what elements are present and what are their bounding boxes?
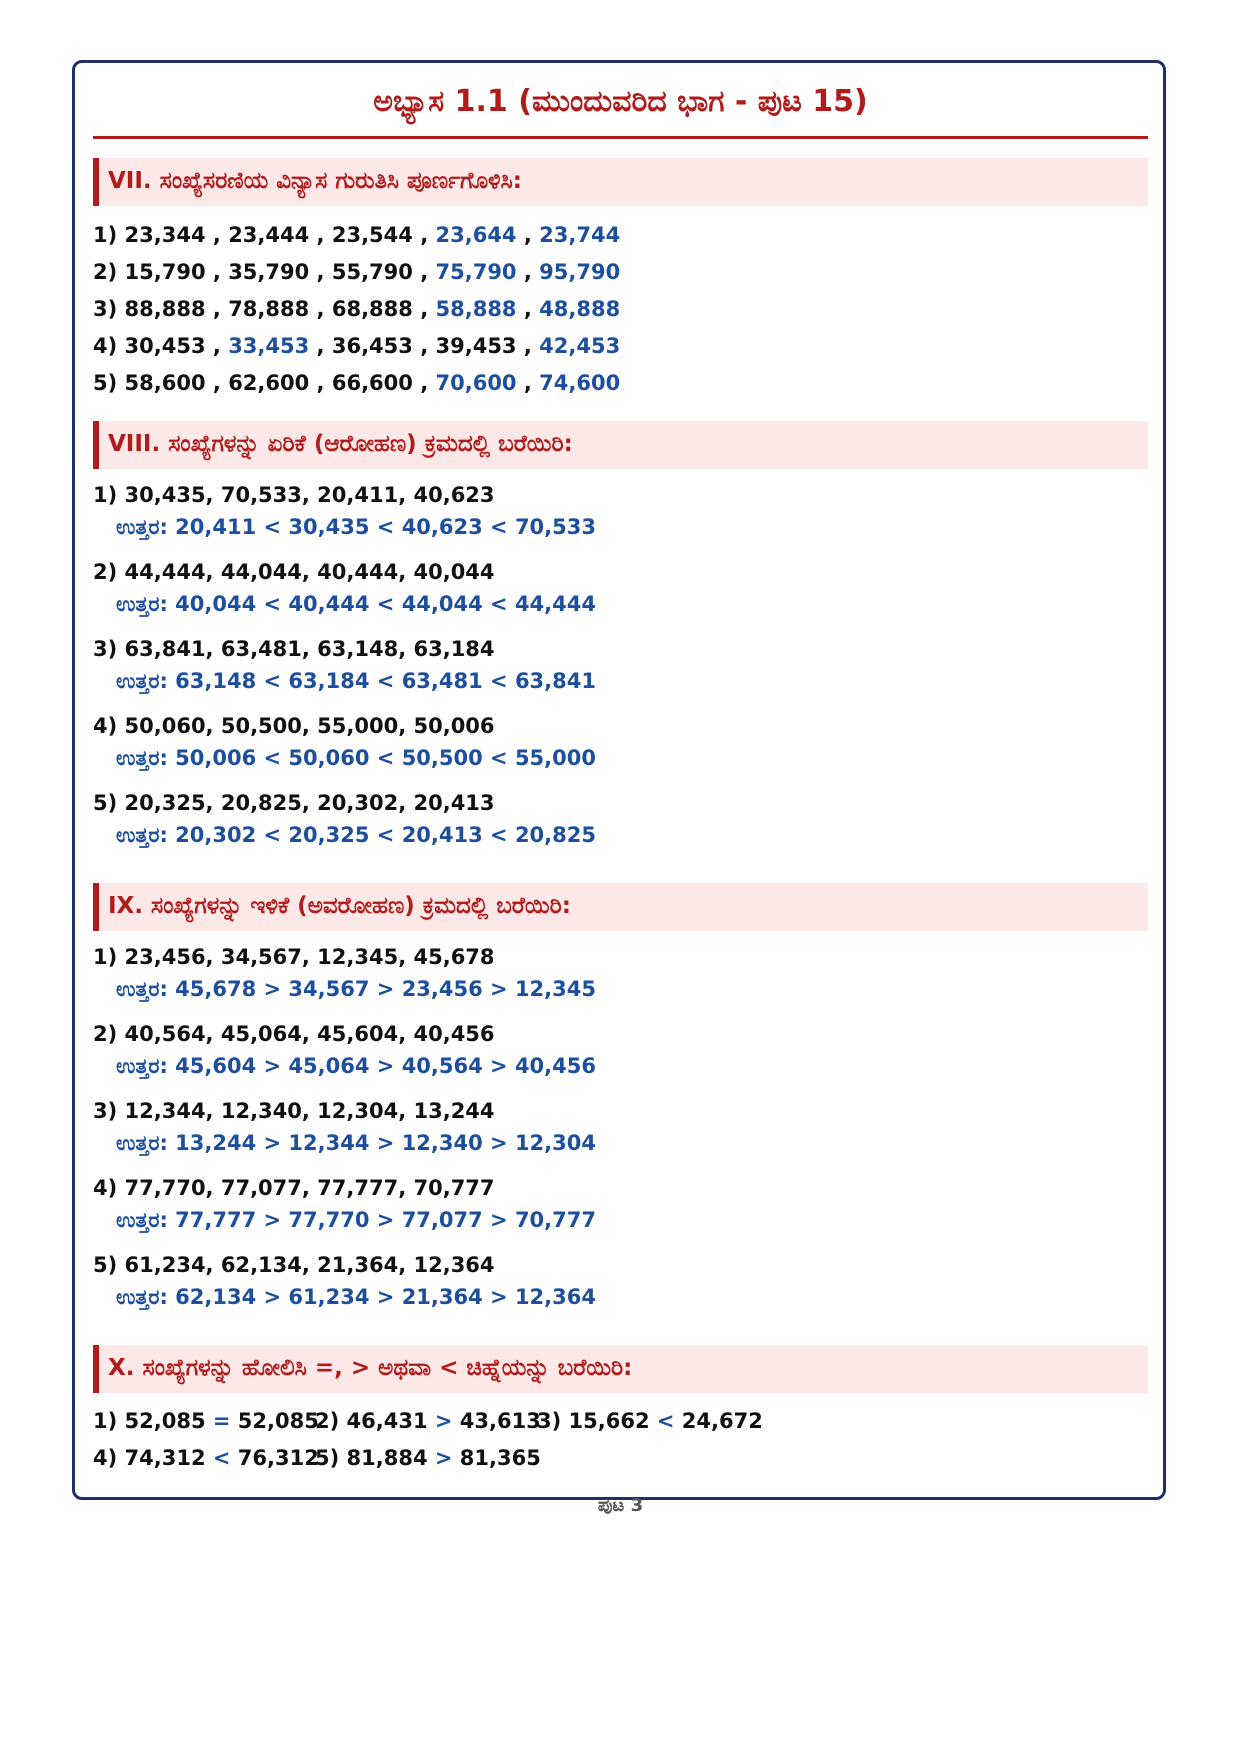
given-term: 36,453 [331, 334, 413, 358]
question-text: 1) 30,435, 70,533, 20,411, 40,623 [93, 483, 495, 507]
compare-row [93, 1403, 1148, 1440]
pattern-row: 5) 58,600 , 62,600 , 66,600 , 70,600 , 74,600 [93, 371, 621, 395]
section-9-list [93, 941, 1148, 1326]
list-item [93, 1018, 1148, 1095]
answer-term: 42,453 [539, 334, 621, 358]
answer-text: ಉತ್ತರ: 62,134 > 61,234 > 21,364 > 12,364 [116, 1285, 596, 1309]
question-text: 4) 77,770, 77,077, 77,777, 70,777 [93, 1176, 495, 1200]
section-9-heading: IX. ಸಂಖ್ಯೆಗಳನ್ನು ಇಳಿಕೆ (ಅವರೋಹಣ) ಕ್ರಮದಲ್ಲಿ ಬರೆಯಿರಿ: [93, 883, 1148, 931]
compare-item [93, 1440, 319, 1477]
compare-right: 76,312 [237, 1446, 319, 1470]
list-item [93, 941, 1148, 1018]
question-text: 5) 61,234, 62,134, 21,364, 12,364 [93, 1253, 495, 1277]
answer-term: 48,888 [539, 297, 621, 321]
list-item [93, 1249, 1148, 1326]
given-term: 66,600 [331, 371, 413, 395]
answer-term: 58,888 [435, 297, 517, 321]
list-item [93, 1095, 1148, 1172]
given-term: 15,790 [124, 260, 206, 284]
answer-term: 33,453 [228, 334, 310, 358]
item-number: 1) [93, 223, 125, 247]
answer-term: 23,644 [435, 223, 517, 247]
compare-item [537, 1403, 763, 1440]
section-7-heading: VII. ಸಂಖ್ಯೆಸರಣಿಯ ವಿನ್ಯಾಸ ಗುರುತಿಸಿ ಪೂರ್ಣಗೊಳಿಸಿ: [93, 158, 1148, 206]
given-term: 23,344 [124, 223, 206, 247]
compare-sign: < [656, 1409, 675, 1433]
answer-text: ಉತ್ತರ: 13,244 > 12,344 > 12,340 > 12,304 [116, 1131, 596, 1155]
compare-left: 3) 15,662 [537, 1409, 650, 1433]
question-text: 3) 63,841, 63,481, 63,148, 63,184 [93, 637, 495, 661]
list-item [93, 710, 1148, 787]
answer-text: ಉತ್ತರ: 40,044 < 40,444 < 44,044 < 44,444 [116, 592, 596, 616]
section-8-heading: VIII. ಸಂಖ್ಯೆಗಳನ್ನು ಏರಿಕೆ (ಆರೋಹಣ) ಕ್ರಮದಲ್ಲಿ ಬರೆಯಿರಿ: [93, 421, 1148, 469]
answer-term: 95,790 [539, 260, 621, 284]
answer-text: ಉತ್ತರ: 20,411 < 30,435 < 40,623 < 70,533 [116, 515, 596, 539]
compare-row [93, 1440, 1148, 1477]
compare-item [315, 1440, 541, 1477]
compare-right: 24,672 [681, 1409, 763, 1433]
given-term: 35,790 [228, 260, 310, 284]
list-item [93, 1172, 1148, 1249]
answer-term: 74,600 [539, 371, 621, 395]
compare-left: 4) 74,312 [93, 1446, 206, 1470]
worksheet [93, 60, 1148, 1516]
given-term: 55,790 [331, 260, 413, 284]
compare-sign: < [212, 1446, 231, 1470]
question-text: 3) 12,344, 12,340, 12,304, 13,244 [93, 1099, 495, 1123]
compare-sign: > [434, 1446, 453, 1470]
answer-text: ಉತ್ತರ: 45,604 > 45,064 > 40,564 > 40,456 [116, 1054, 596, 1078]
compare-left: 2) 46,431 [315, 1409, 428, 1433]
compare-sign: > [434, 1409, 453, 1433]
given-term: 88,888 [124, 297, 206, 321]
pattern-row: 1) 23,344 , 23,444 , 23,544 , 23,644 , 23,744 [93, 223, 621, 247]
given-term: 23,544 [331, 223, 413, 247]
pattern-row: 3) 88,888 , 78,888 , 68,888 , 58,888 , 48,888 [93, 297, 621, 321]
item-number: 4) [93, 334, 125, 358]
list-item [93, 479, 1148, 556]
given-term: 62,600 [228, 371, 310, 395]
question-text: 4) 50,060, 50,500, 55,000, 50,006 [93, 714, 495, 738]
item-number: 2) [93, 260, 125, 284]
title-divider [93, 136, 1148, 139]
compare-item [93, 1403, 319, 1440]
answer-text: ಉತ್ತರ: 77,777 > 77,770 > 77,077 > 70,777 [116, 1208, 596, 1232]
compare-left: 1) 52,085 [93, 1409, 206, 1433]
given-term: 30,453 [124, 334, 206, 358]
question-text: 2) 40,564, 45,064, 45,604, 40,456 [93, 1022, 495, 1046]
compare-right: 43,613 [459, 1409, 541, 1433]
given-term: 58,600 [124, 371, 206, 395]
section-7-list [93, 217, 1148, 402]
compare-item [315, 1403, 541, 1440]
list-item [93, 633, 1148, 710]
answer-text: ಉತ್ತರ: 50,006 < 50,060 < 50,500 < 55,000 [116, 746, 596, 770]
given-term: 68,888 [331, 297, 413, 321]
page-number: ಪುಟ 3 [597, 1495, 644, 1516]
section-10-list [93, 1403, 1148, 1477]
answer-text: ಉತ್ತರ: 45,678 > 34,567 > 23,456 > 12,345 [116, 977, 596, 1001]
answer-text: ಉತ್ತರ: 20,302 < 20,325 < 20,413 < 20,825 [116, 823, 596, 847]
answer-term: 23,744 [539, 223, 621, 247]
compare-right: 52,085 [237, 1409, 319, 1433]
given-term: 23,444 [228, 223, 310, 247]
given-term: 39,453 [435, 334, 517, 358]
question-text: 5) 20,325, 20,825, 20,302, 20,413 [93, 791, 495, 815]
compare-sign: = [212, 1409, 231, 1433]
list-item [93, 556, 1148, 633]
list-item [93, 787, 1148, 864]
pattern-row: 2) 15,790 , 35,790 , 55,790 , 75,790 , 95,790 [93, 260, 621, 284]
section-10-heading: X. ಸಂಖ್ಯೆಗಳನ್ನು ಹೋಲಿಸಿ =, > ಅಥವಾ < ಚಿಹ್ನೆಯನ್ನು ಬರೆಯಿರಿ: [93, 1345, 1148, 1393]
answer-text: ಉತ್ತರ: 63,148 < 63,184 < 63,481 < 63,841 [116, 669, 596, 693]
question-text: 1) 23,456, 34,567, 12,345, 45,678 [93, 945, 495, 969]
answer-term: 70,600 [435, 371, 517, 395]
section-8-list [93, 479, 1148, 864]
item-number: 5) [93, 371, 125, 395]
answer-term: 75,790 [435, 260, 517, 284]
compare-left: 5) 81,884 [315, 1446, 428, 1470]
question-text: 2) 44,444, 44,044, 40,444, 40,044 [93, 560, 495, 584]
pattern-row: 4) 30,453 , 33,453 , 36,453 , 39,453 , 42,453 [93, 334, 621, 358]
item-number: 3) [93, 297, 125, 321]
compare-right: 81,365 [459, 1446, 541, 1470]
page-title: ಅಭ್ಯಾಸ 1.1 (ಮುಂದುವರಿದ ಭಾಗ - ಪುಟ 15) [373, 84, 868, 119]
given-term: 78,888 [228, 297, 310, 321]
